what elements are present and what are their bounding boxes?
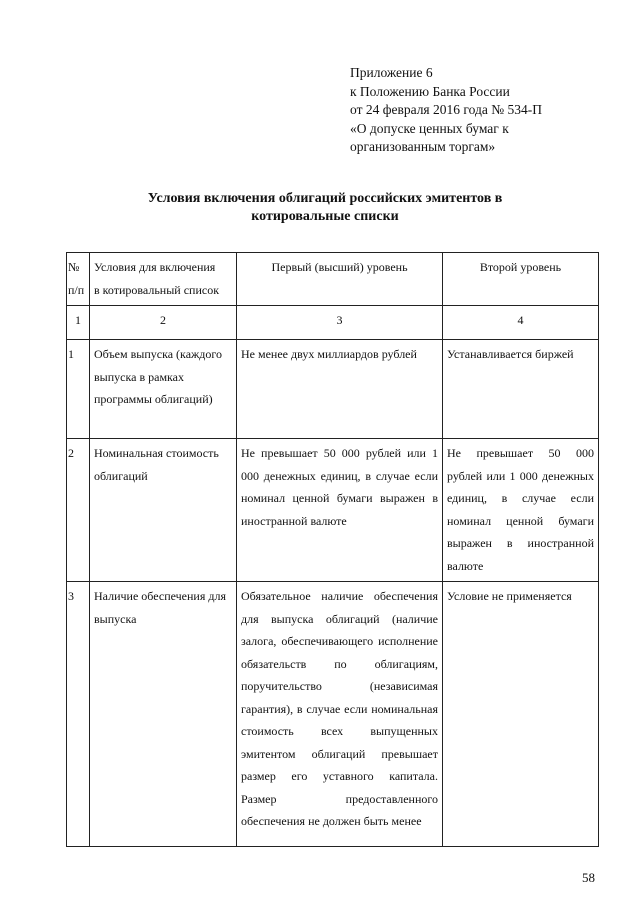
appendix-line: к Положению Банка России <box>350 83 510 99</box>
appendix-line: Приложение 6 <box>350 65 433 80</box>
table-row <box>67 439 599 582</box>
row-level2: Условие не применяется <box>443 582 599 847</box>
table-row <box>67 582 599 847</box>
appendix-line: «О допуске ценных бумаг к <box>350 120 509 136</box>
column-number: 4 <box>443 306 599 340</box>
page-number: 58 <box>582 870 595 885</box>
row-number: 1 <box>67 340 90 439</box>
row-level1: Обязательное наличие обеспечения для выпуска облигаций (наличие залога, обеспечивающего исполнение обязательств по облигациям, поручительство (независимая гарантия), в случае если номинальная стоимость всех выпущенных эмитентом облигаций превышает размер его уставного капитала. Размер предоставленного обеспечения не должен быть менее <box>237 582 443 847</box>
row-condition: Наличие обеспечения для выпуска <box>90 582 237 847</box>
header-number-line2: п/п <box>68 282 85 297</box>
header-condition-line2: в котировальный список <box>94 282 220 297</box>
column-number: 2 <box>90 306 237 340</box>
document-title <box>110 190 540 226</box>
appendix-line: организованным торгам» <box>350 139 496 154</box>
row-level1: Не превышает 50 000 рублей или 1 000 денежных единиц, в случае если номинал ценной бумаги выражен в иностранной валюте <box>237 439 443 582</box>
title-line: котировальные списки <box>251 209 399 224</box>
row-condition: Номинальная стоимость облигаций <box>90 439 237 582</box>
appendix-line: от 24 февраля 2016 года № 534-П <box>350 102 542 117</box>
header-number-cell <box>67 253 90 306</box>
row-level2: Устанавливается биржей <box>443 340 599 439</box>
header-condition-cell <box>90 253 237 306</box>
table-row <box>67 340 599 439</box>
row-condition: Объем выпуска (каждого выпуска в рамках программы облигаций) <box>90 340 237 439</box>
appendix-header <box>350 64 620 157</box>
header-level1-cell: Первый (высший) уровень <box>237 253 443 306</box>
conditions-table <box>66 252 599 847</box>
column-number: 3 <box>237 306 443 340</box>
column-number: 1 <box>67 306 90 340</box>
row-number: 2 <box>67 439 90 582</box>
header-number-line1: № <box>68 260 80 274</box>
header-level2-cell: Второй уровень <box>443 253 599 306</box>
row-level2: Не превышает 50 000 рублей или 1 000 денежных единиц, в случае если номинал ценной бумаги выражен в иностранной валюте <box>443 439 599 582</box>
table-header-row <box>67 253 599 306</box>
title-line: Условия включения облигаций российских эмитентов в <box>147 191 503 206</box>
header-condition-line1: Условия для включения <box>94 260 216 274</box>
row-level1: Не менее двух миллиардов рублей <box>237 340 443 439</box>
column-numbers-row <box>67 306 599 340</box>
row-number: 3 <box>67 582 90 847</box>
